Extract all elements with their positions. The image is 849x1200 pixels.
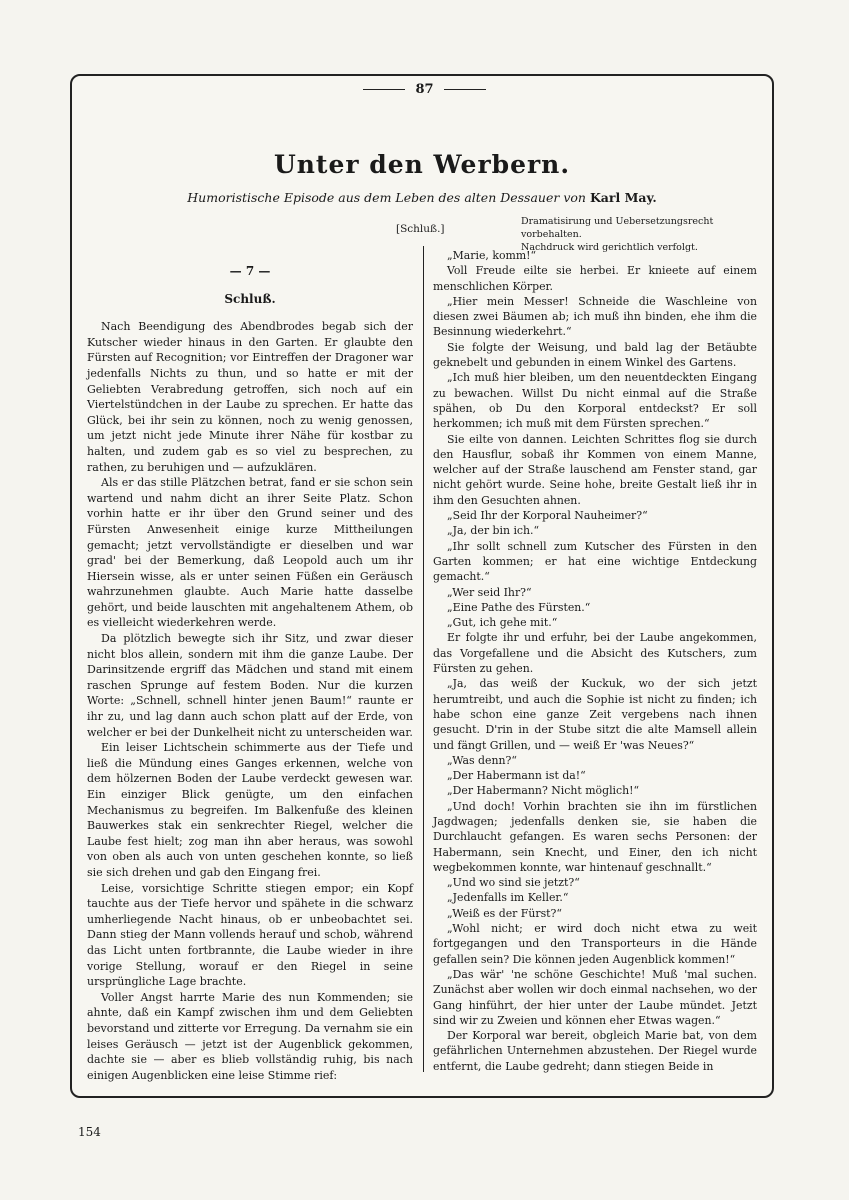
chapter-number: — 7 — bbox=[229, 264, 271, 278]
right-column bbox=[433, 248, 757, 1074]
paragraph: Da plötzlich bewegte sich ihr Sitz, und zwar dieser nicht blos allein, sondern mit ihm die ganze Laube. Der Darinsitzende ergriff das Mädchen und stand mit einem raschen Sprunge auf festem Boden. Nur die kurzen Worte: „Schnell, schnell hinter jenen Baum!“ raunte er ihr zu, und lag dann auch schon platt auf der Erde, von welcher er bei der Dunkelheit nicht zu unterscheiden war. bbox=[87, 632, 413, 739]
paragraph: Er folgte ihr und erfuhr, bei der Laube angekommen, das Vorgefallene und die Absicht des Kutschers, zum Fürsten zu gehen. bbox=[433, 631, 757, 676]
page-number-header bbox=[0, 82, 849, 97]
paragraph: „Ihr sollt schnell zum Kutscher des Fürsten in den Garten kommen; er hat eine wichtige Entdeckung gemacht.“ bbox=[433, 539, 757, 584]
paragraph: Als er das stille Plätzchen betrat, fand er sie schon sein wartend und nahm dicht an ihrer Seite Platz. Schon vorhin hatte er ihr über den Grund seiner und des Fürsten Anwesenheit einige kurze Mittheilungen gemacht; jetzt vervollständigte er dieselben und war grad' bei der Bemerkung, daß Leopold auch um ihr Hiersein wisse, als er unter seinen Füßen ein Geräusch wahrzunehmen glaubte. Auch Marie hatte dasselbe gehört, und beide lauschten mit angehaltenem Athem, ob es vielleicht wiederkehren werde. bbox=[87, 476, 413, 630]
paragraph: „Eine Pathe des Fürsten.“ bbox=[447, 600, 591, 614]
paragraph: „Und doch! Vorhin brachten sie ihn im fürstlichen Jagdwagen; jedenfalls denken sie, sie haben die Durchlaucht gefangen. Es waren sechs Personen: der Habermann, sein Knecht, und Einer, den ich nicht wegbekommen konnte, war hintenauf geschnallt.“ bbox=[433, 799, 757, 874]
paragraph: Sie eilte von dannen. Leichten Schrittes flog sie durch den Hausflur, sobaß ihr Kommen von einem Manne, welcher auf der Straße lauschend am Fenster stand, gar nicht gehört wurde. Seine hohe, breite Gestalt ließ ihr in ihm den Gesuchten ahnen. bbox=[433, 432, 757, 507]
paragraph: „Der Habermann? Nicht möglich!“ bbox=[447, 784, 640, 798]
article-subtitle bbox=[70, 190, 774, 205]
rights-line-1: Dramatisirung und Uebersetzungsrecht vorbehalten. bbox=[521, 216, 714, 240]
paragraph: „Der Habermann ist da!“ bbox=[447, 769, 586, 783]
paragraph: Voller Angst harrte Marie des nun Kommenden; sie ahnte, daß ein Kampf zwischen ihm und dem Geliebten bevorstand und zitterte vor Erregung. Da vernahm sie ein leises Geräusch — jetzt ist der Augenblick gekommen, dachte sie — aber es blieb vollständig ruhig, bis nach einigen Augenblicken eine leise Stimme rief: bbox=[87, 990, 413, 1082]
header-rule-left bbox=[363, 89, 405, 90]
header-rule-right bbox=[444, 89, 486, 90]
paragraph: Leise, vorsichtige Schritte stiegen empor; ein Kopf tauchte aus der Tiefe hervor und spähete in die schwarz umherliegende Nacht hinaus, ob er unbeobachtet sei. Dann stieg der Mann vollends herauf und schob, während das Licht unten fortbrannte, die Laube wieder in ihre vorige Stellung, worauf er den Riegel in seine ursprüngliche Lage brachte. bbox=[87, 881, 413, 989]
paragraph: Voll Freude eilte sie herbei. Er knieete auf einem menschlichen Körper. bbox=[433, 264, 757, 293]
paragraph: Sie folgte der Weisung, und bald lag der Betäubte geknebelt und gebunden in einem Winkel des Gartens. bbox=[433, 340, 757, 370]
paragraph: „Ich muß hier bleiben, um den neuentdeckten Eingang zu bewachen. Willst Du nicht einmal auf die Straße spähen, ob Du den Korporal entdeckst? Er soll herkommen; ich muß mit dem Fürsten sprechen.“ bbox=[433, 371, 757, 431]
paragraph: Ein leiser Lichtschein schimmerte aus der Tiefe und ließ die Mündung eines Ganges erkennen, welche von dem hölzernen Boden der Laube verdeckt gewesen war. Ein einziger Blick genügte, um den einfachen Mechanismus zu begreifen. Im Balkenfuße des kleinen Bauwerkes stak ein senkrechter Riegel, welcher die Laube fest hielt; zog man ihn aber heraus, was sowohl von oben als auch von unten geschehen konnte, so ließ sie sich drehen und gab den Eingang frei. bbox=[87, 741, 413, 879]
paragraph: Nach Beendigung des Abendbrodes begab sich der Kutscher wieder hinaus in den Garten. Er glaubte den Fürsten auf Recognition; vor Eintreffen der Dragoner war jedenfalls Nichts zu thun, und so hatte er mit der Geliebten Verabredung getroffen, sich noch auf ein Viertelstündchen in der Laube zu sprechen. Er hatte das Glück, bei ihr sein zu können, noch zu wenig genossen, um jetzt nicht jede Minute ihrer Nähe für kostbar zu halten, und zudem gab es so viel zu besprechen, zu rathen, zu beruhigen und — aufzuklären. bbox=[87, 320, 413, 474]
paragraph: „Das wär' 'ne schöne Geschichte! Muß 'mal suchen. Zunächst aber wollen wir doch einmal nachsehen, wo der Gang hinführt, der hier unter der Laube mündet. Jetzt sind wir zu Zweien und können eher Etwas wagen.“ bbox=[433, 967, 757, 1027]
paragraph: „Wohl nicht; er wird doch nicht etwa zu weit fortgegangen und den Transporteurs in die Hände gefallen sein? Die können jeden Augenblick kommen!“ bbox=[433, 922, 757, 966]
subtitle-text: Humoristische Episode aus dem Leben des alten Dessauer von bbox=[187, 190, 586, 205]
paragraph: „Seid Ihr der Korporal Nauheimer?“ bbox=[447, 509, 648, 523]
author-name: Karl May. bbox=[589, 190, 657, 205]
paragraph: „Ja, das weiß der Kuckuk, wo der sich jetzt herumtreibt, und auch die Sophie ist nicht zu finden; ich habe schon eine ganze Zeit vergebens nach ihnen gesucht. D'rin in der Stube sitzt die alte Mamsell allein und fängt Grillen, und — weiß Er 'was Neues?“ bbox=[433, 677, 757, 752]
paragraph: „Jedenfalls im Keller.“ bbox=[447, 891, 569, 905]
left-column bbox=[87, 248, 413, 1083]
paragraph: „Marie, komm!“ bbox=[447, 249, 537, 262]
chapter-title: Schluß. bbox=[224, 291, 276, 306]
header-page-number: 87 bbox=[415, 82, 434, 97]
article-title: Unter den Werbern. bbox=[273, 150, 571, 179]
column-divider bbox=[423, 246, 424, 1072]
paragraph: „Weiß es der Fürst?“ bbox=[447, 906, 562, 920]
paragraph: „Und wo sind sie jetzt?“ bbox=[447, 876, 580, 890]
rights-line-2: Nachdruck wird gerichtlich verfolgt. bbox=[521, 242, 698, 253]
conclusion-tag: [Schluß.] bbox=[396, 223, 445, 235]
paragraph: „Hier mein Messer! Schneide die Waschleine von diesen zwei Bäumen ab; ich muß ihn binden, ehe ihm die Besinnung wiederkehrt.“ bbox=[433, 294, 757, 339]
footer-page-number: 154 bbox=[78, 1125, 101, 1139]
paragraph: „Gut, ich gehe mit.“ bbox=[447, 616, 558, 630]
paragraph: „Wer seid Ihr?“ bbox=[447, 585, 532, 599]
paragraph: „Ja, der bin ich.“ bbox=[447, 524, 540, 538]
paragraph: Der Korporal war bereit, obgleich Marie bat, von dem gefährlichen Unternehmen abzustehen. Der Riegel wurde entfernt, die Laube gedreht; dann stiegen Beide in bbox=[433, 1029, 757, 1073]
paragraph: „Was denn?“ bbox=[447, 753, 517, 767]
